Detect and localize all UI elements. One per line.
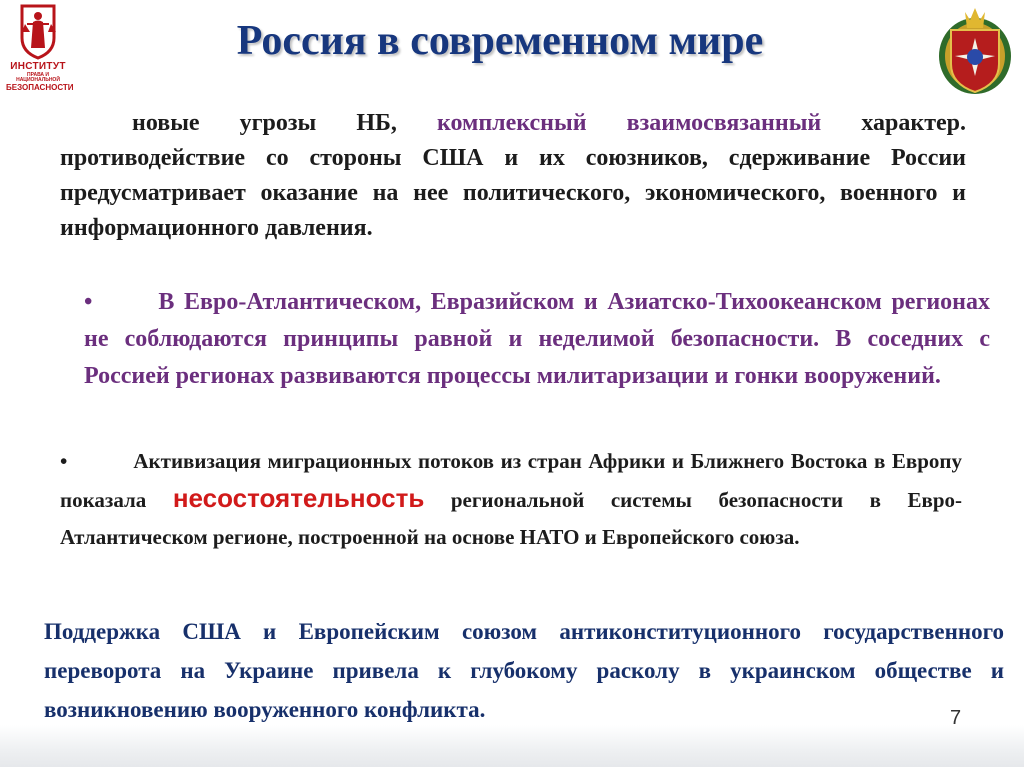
bullet-regions <box>84 284 990 395</box>
logo-line-3: БЕЗОПАСНОСТИ <box>6 83 74 92</box>
logo-text <box>6 61 74 92</box>
para1-lead: новые угрозы НБ, <box>132 110 437 136</box>
page-title: Россия в современном мире <box>236 18 764 64</box>
paragraph-ukraine: Поддержка США и Европейским союзом антиконституционного государственного переворота на Украине привела к глубокому расколу в украинском обществе и возникновению вооруженного конфликта. <box>44 619 1004 722</box>
logo-line-2: ПРАВА И НАЦИОНАЛЬНОЙ <box>16 72 60 83</box>
slide-number: 7 <box>950 707 962 729</box>
bottom-strip <box>0 725 1024 767</box>
bullet-icon: • <box>60 449 68 473</box>
justice-emblem-icon <box>20 4 56 60</box>
para3-after: региональной системы безопасности в Евро-Атлантическом регионе, построенной на основе НАТО и Европейского союза. <box>60 488 962 549</box>
para2-text: В Евро-Атлантическом, Евразийском и Азиатско-Тихоокеанском регионах не соблюдаются принципы равной и неделимой безопасности. В соседних с Россией регионах развиваются процессы милитаризации и гонки вооружений. <box>84 289 990 389</box>
bullet-migration <box>60 443 962 556</box>
bullet-icon: • <box>84 289 93 315</box>
coat-of-arms-icon <box>934 2 1016 98</box>
para1-rest: характер. противодействие со стороны США и их союзников, сдерживание России предусматривает оказание на нее политического, экономического, военного и информационного давления. <box>60 110 966 241</box>
paragraph-threats <box>60 106 966 246</box>
institute-logo <box>6 4 74 96</box>
para1-highlight: комплексный взаимосвязанный <box>436 110 822 136</box>
para3-before: Активизация миграционных потоков из стран Африки и Ближнего Востока в Европу показала <box>60 449 962 512</box>
logo-line-1: ИНСТИТУТ <box>10 61 66 72</box>
para3-emphasis: несостоятельность <box>172 483 425 513</box>
